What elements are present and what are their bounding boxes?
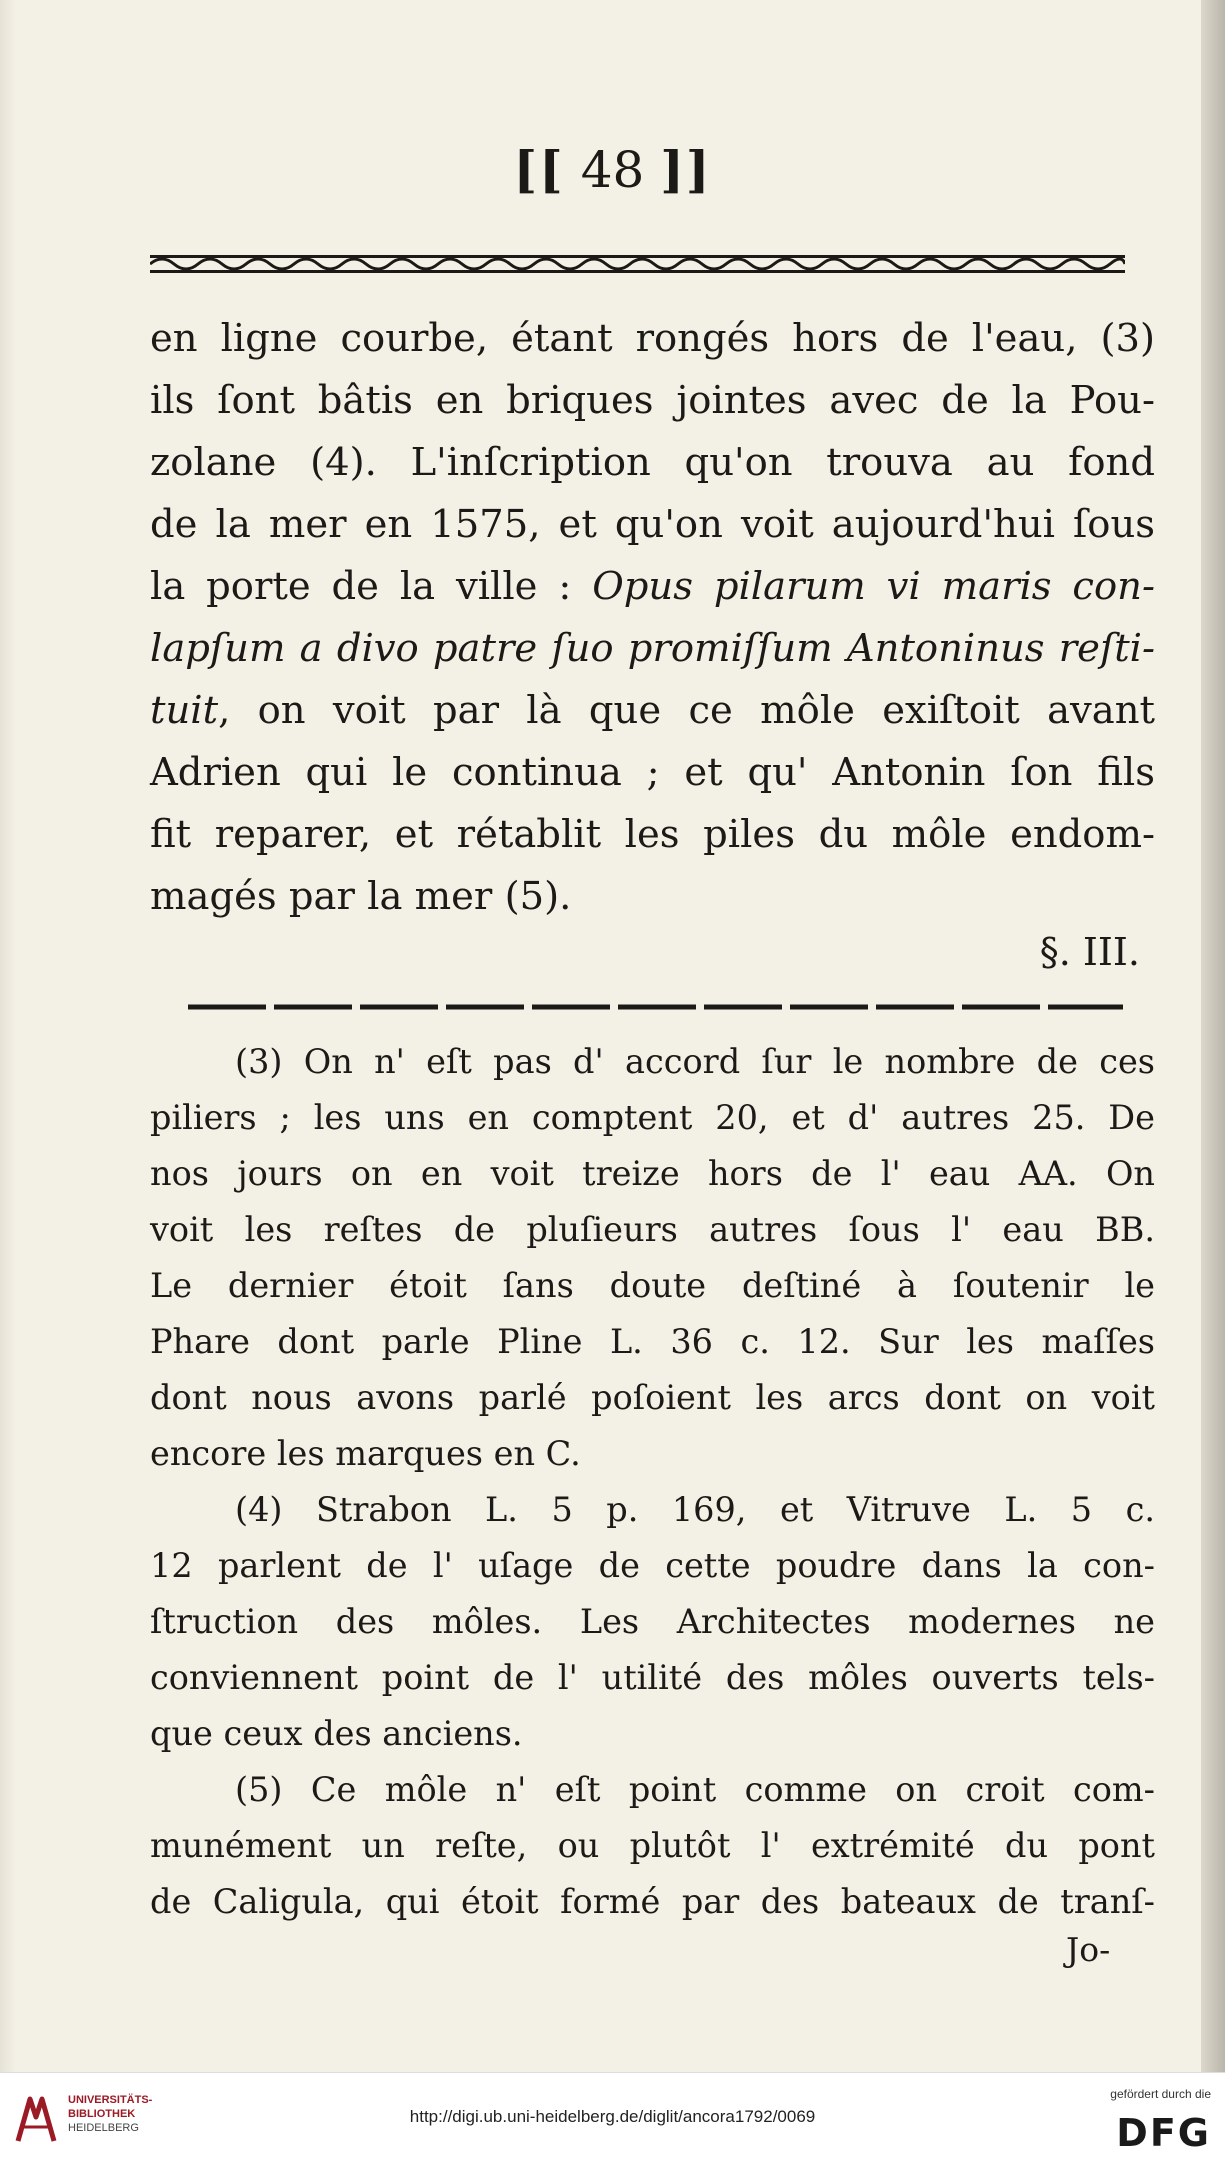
- section-heading: §. III.: [1039, 930, 1140, 974]
- text-line: [150, 680, 1155, 742]
- inscription-text: Opus pilarum vi maris con-: [592, 564, 1155, 609]
- text-line: fit reparer, et rétablit les piles du môle endom-: [150, 812, 1155, 857]
- funded-by-label: gefördert durch die: [1110, 2087, 1211, 2101]
- footnote-line: voit les reſtes de pluſieurs autres ſous l' eau BB.: [150, 1210, 1155, 1249]
- footnote-line: Phare dont parle Pline L. 36 c. 12. Sur les maſſes: [150, 1322, 1155, 1361]
- footnote-rule: [188, 1004, 1123, 1010]
- footnote-3: [150, 1034, 1155, 1482]
- text-line: ils ſont bâtis en briques jointes avec de la Pou-: [150, 378, 1155, 423]
- text-line: en ligne courbe, étant rongés hors de l'eau, (3): [150, 316, 1155, 361]
- text-fragment: la porte de la ville :: [150, 564, 572, 609]
- library-name-line: UNIVERSITÄTS-: [68, 2094, 153, 2106]
- footnote-line: (4) Strabon L. 5 p. 169, et Vitruve L. 5 c.: [235, 1490, 1155, 1529]
- text-line: Adrien qui le continua ; et qu' Antonin ſon fils: [150, 750, 1155, 795]
- footnote-line: de Caligula, qui étoit formé par des bateaux de tranſ-: [150, 1882, 1155, 1921]
- footnote-line: Le dernier étoit ſans doute deſtiné à ſoutenir le: [150, 1266, 1155, 1305]
- inscription-end: tuit: [150, 688, 219, 733]
- page-right-edge: [1201, 0, 1225, 2072]
- footnote-line: que ceux des anciens.: [150, 1714, 523, 1753]
- library-name-line: HEIDELBERG: [68, 2122, 139, 2134]
- inscription-line: lapſum a divo patre ſuo promiſſum Antoninus reſti-: [150, 626, 1155, 671]
- viewer-footer: [0, 2072, 1225, 2164]
- text-line: [150, 556, 1155, 618]
- footnotes: [150, 1034, 1155, 1930]
- dfg-logo: DFG: [1116, 2111, 1211, 2155]
- footnote-5: [150, 1762, 1155, 1930]
- page-number: [0, 140, 1225, 199]
- footnote-line: 12 parlent de l' uſage de cette poudre dans la con-: [150, 1546, 1155, 1585]
- footnote-line: encore les marques en C.: [150, 1434, 581, 1473]
- text-fragment: , on voit par là que ce môle exiſtoit avant: [218, 688, 1155, 733]
- text-line: zolane (4). L'inſcription qu'on trouva au fond: [150, 440, 1155, 485]
- footnote-4: [150, 1482, 1155, 1762]
- library-name-line: BIBLIOTHEK: [68, 2108, 136, 2120]
- footnote-line: munément un reſte, ou plutôt l' extrémité du pont: [150, 1826, 1155, 1865]
- footnote-line: nos jours on en voit treize hors de l' eau AA. On: [150, 1154, 1155, 1193]
- page-left-edge: [0, 0, 16, 2072]
- ornamental-rule: [150, 252, 1125, 276]
- footnote-line: (3) On n' eſt pas d' accord ſur le nombre de ces: [235, 1042, 1155, 1081]
- text-line: de la mer en 1575, et qu'on voit aujourd'hui ſous: [150, 502, 1155, 547]
- footnote-line: ſtruction des môles. Les Architectes modernes ne: [150, 1602, 1155, 1641]
- permalink-url[interactable]: http://digi.ub.uni-heidelberg.de/diglit/ancora1792/0069: [409, 2107, 816, 2126]
- footnote-line: (5) Ce môle n' eſt point comme on croit com-: [235, 1770, 1155, 1809]
- main-text: [150, 308, 1155, 928]
- page-number-value: 48: [580, 141, 645, 199]
- page-bracket-right: ]]: [660, 140, 712, 199]
- catchword: Jo-: [1066, 1930, 1111, 1969]
- footnote-line: conviennent point de l' utilité des môles ouverts tels-: [150, 1658, 1155, 1697]
- footnote-line: piliers ; les uns en comptent 20, et d' autres 25. De: [150, 1098, 1155, 1137]
- footnote-line: dont nous avons parlé poſoient les arcs dont on voit: [150, 1378, 1155, 1417]
- text-line: magés par la mer (5).: [150, 874, 572, 919]
- page-bracket-left: [[: [513, 140, 565, 199]
